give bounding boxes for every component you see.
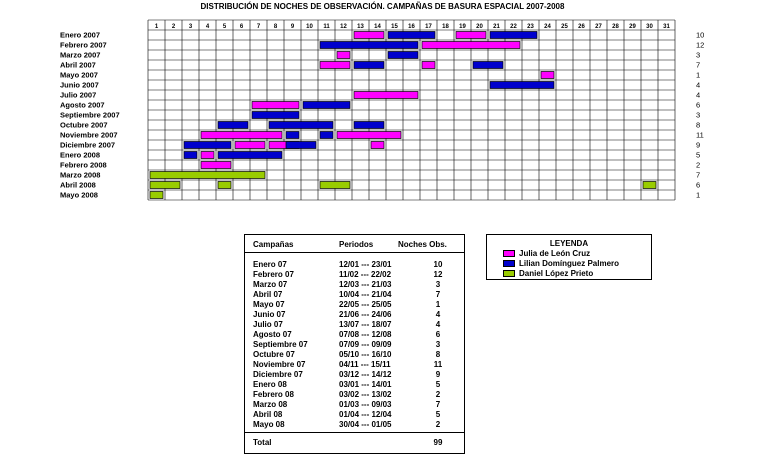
row-label: Julio 2007 [60,90,97,100]
bar-daniel [150,172,265,179]
bar-julia [320,62,350,69]
table-row [253,420,460,430]
row-label: Diciembre 2007 [60,140,116,150]
row-label: Febrero 2008 [60,160,107,170]
table-row [253,300,460,310]
row-period: 04/11 --- 15/11 [339,360,391,369]
day-tick-label: 27 [595,24,602,30]
bar-lilian [252,112,299,119]
bar-julia [201,152,214,159]
table-row [253,400,460,410]
row-label: Mayo 2007 [60,70,98,80]
bar-julia [422,62,435,69]
row-nights: 4 [696,90,701,100]
day-tick-label: 25 [561,24,568,30]
legend-swatch [503,260,515,267]
day-tick-label: 6 [239,24,244,30]
day-tick-label: 30 [646,24,653,30]
row-nights: 4 [435,320,441,329]
bar-lilian [218,122,248,129]
bar-lilian [320,132,333,139]
header-campaign: Campañas [253,240,294,249]
day-tick-label: 31 [663,24,670,30]
row-campaign: Marzo 08 [253,400,288,409]
row-campaign: Abril 07 [253,290,283,299]
legend [486,234,652,280]
bar-lilian [269,122,333,129]
bar-julia [422,42,520,49]
legend-swatch [503,250,515,257]
legend-item-julia [503,249,590,258]
day-tick-label: 13 [357,24,364,30]
gantt-chart [0,0,765,210]
row-nights: 2 [696,160,701,170]
row-period: 01/04 --- 12/04 [339,410,392,419]
row-nights: 6 [696,180,701,190]
day-tick-label: 12 [340,24,347,30]
bar-julia [541,72,554,79]
row-nights: 9 [696,140,701,150]
table-row [253,350,460,360]
day-tick-label: 10 [306,24,313,30]
bar-lilian [388,52,418,59]
bar-daniel [218,182,231,189]
bar-julia [337,52,350,59]
row-period: 03/02 --- 13/02 [339,390,392,399]
row-label: Abril 2007 [60,60,96,70]
bar-lilian [320,42,418,49]
day-tick-label: 15 [391,24,398,30]
day-tick-label: 14 [374,24,381,30]
day-tick-label: 16 [408,24,415,30]
bar-lilian [286,142,316,149]
row-campaign: Junio 07 [253,310,286,319]
row-period: 01/03 --- 09/03 [339,400,392,409]
day-tick-label: 22 [510,24,517,30]
row-nights: 5 [435,380,441,389]
row-nights: 5 [435,410,441,419]
day-tick-label: 9 [290,24,295,30]
table-divider-top [245,252,464,253]
row-nights: 6 [696,100,701,110]
row-nights: 7 [696,170,701,180]
legend-item-daniel [503,269,593,278]
table-row [253,260,460,270]
day-tick-label: 28 [612,24,619,30]
row-nights: 2 [435,420,441,429]
chart-title: DISTRIBUCIÓN DE NOCHES DE OBSERVACIÓN. CAMPAÑAS DE BASURA ESPACIAL 2007-2008 [200,2,565,11]
table-total-row [253,438,460,448]
row-campaign: Agosto 07 [253,330,292,339]
day-tick-label: 17 [425,24,432,30]
row-campaign: Mayo 08 [253,420,285,429]
day-tick-label: 18 [442,24,449,30]
table-row [253,270,460,280]
bar-lilian [303,102,350,109]
table-row [253,390,460,400]
row-nights: 7 [435,400,441,409]
row-period: 12/01 --- 23/01 [339,260,392,269]
day-tick-label: 7 [256,24,261,30]
row-period: 03/12 --- 14/12 [339,370,392,379]
row-nights: 12 [433,270,443,279]
legend-label: Daniel López Prieto [519,269,594,278]
bar-lilian [354,122,384,129]
row-nights: 8 [696,120,701,130]
row-nights: 3 [435,280,441,289]
table-row [253,340,460,350]
table-row [253,360,460,370]
table-row [253,320,460,330]
bar-lilian [218,152,282,159]
day-tick-label: 8 [273,24,278,30]
row-nights: 10 [433,260,443,269]
row-period: 13/07 --- 18/07 [339,320,392,329]
row-period: 30/04 --- 01/05 [339,420,392,429]
day-tick-label: 23 [527,24,534,30]
row-label: Enero 2007 [60,30,101,40]
legend-title: LEYENDA [549,239,589,248]
row-period: 10/04 --- 21/04 [339,290,392,299]
bar-daniel [320,182,350,189]
row-nights: 7 [435,290,441,299]
row-nights: 5 [696,150,701,160]
day-tick-label: 3 [188,24,193,30]
table-row [253,280,460,290]
row-nights: 11 [696,130,704,140]
row-nights: 1 [696,190,701,200]
row-period: 12/03 --- 21/03 [339,280,392,289]
legend-label: Julia de León Cruz [519,249,591,258]
table-header [253,240,460,250]
row-nights: 10 [696,30,705,40]
row-label: Abril 2008 [60,180,96,190]
bar-daniel [643,182,656,189]
bar-julia [371,142,384,149]
row-period: 05/10 --- 16/10 [339,350,392,359]
row-period: 21/06 --- 24/06 [339,310,392,319]
bar-julia [201,162,231,169]
bar-lilian [490,82,554,89]
bar-lilian [473,62,503,69]
row-campaign: Enero 08 [253,380,287,389]
row-campaign: Noviembre 07 [253,360,306,369]
row-label: Septiembre 2007 [60,110,120,120]
bar-julia [201,132,282,139]
table-row [253,290,460,300]
row-nights: 8 [435,350,441,359]
row-nights: 9 [435,370,441,379]
table-row [253,410,460,420]
row-nights: 11 [433,360,443,369]
bar-julia [354,92,418,99]
day-tick-label: 4 [205,24,210,30]
row-nights: 3 [435,340,441,349]
day-tick-label: 19 [459,24,466,30]
day-tick-label: 5 [222,24,227,30]
row-campaign: Febrero 07 [253,270,294,279]
row-label: Octubre 2007 [60,120,108,130]
summary-table [244,234,465,454]
row-campaign: Febrero 08 [253,390,294,399]
row-label: Febrero 2007 [60,40,107,50]
legend-label: Lilian Domínguez Palmero [519,259,620,268]
row-nights: 6 [435,330,441,339]
table-row [253,330,460,340]
total-label: Total [253,438,272,447]
bar-lilian [184,142,231,149]
row-campaign: Marzo 07 [253,280,288,289]
row-period: 03/01 --- 14/01 [339,380,392,389]
day-tick-label: 1 [154,24,159,30]
bar-julia [252,102,299,109]
row-nights: 7 [696,60,701,70]
row-label: Noviembre 2007 [60,130,118,140]
row-label: Agosto 2007 [60,100,105,110]
header-nights: Noches Obs. [398,240,447,249]
bar-lilian [388,32,435,39]
row-label: Junio 2007 [60,80,99,90]
row-label: Enero 2008 [60,150,101,160]
legend-swatch [503,270,515,277]
row-period: 07/08 --- 12/08 [339,330,392,339]
table-row [253,380,460,390]
table-row [253,310,460,320]
row-campaign: Octubre 07 [253,350,295,359]
row-campaign: Julio 07 [253,320,283,329]
header-period: Periodos [339,240,374,249]
day-tick-label: 29 [629,24,636,30]
row-label: Mayo 2008 [60,190,98,200]
bar-julia [354,32,384,39]
bar-julia [337,132,401,139]
bar-daniel [150,192,163,199]
day-tick-label: 11 [323,24,330,30]
row-label: Marzo 2008 [60,170,101,180]
row-period: 07/09 --- 09/09 [339,340,392,349]
row-nights: 1 [696,70,701,80]
bar-daniel [150,182,180,189]
bar-lilian [490,32,537,39]
bar-lilian [354,62,384,69]
row-campaign: Enero 07 [253,260,287,269]
bar-julia [235,142,265,149]
bar-julia [456,32,486,39]
row-nights: 3 [696,50,701,60]
legend-item-lilian [503,259,619,268]
total-value: 99 [433,438,443,447]
table-divider-bottom [245,432,464,433]
row-nights: 4 [435,310,441,319]
row-period: 11/02 --- 22/02 [339,270,392,279]
row-campaign: Mayo 07 [253,300,285,309]
row-campaign: Diciembre 07 [253,370,303,379]
day-tick-label: 21 [493,24,500,30]
row-label: Marzo 2007 [60,50,101,60]
bar-lilian [286,132,299,139]
day-tick-label: 2 [171,24,176,30]
day-tick-label: 20 [476,24,483,30]
row-period: 22/05 --- 25/05 [339,300,392,309]
row-nights: 4 [696,80,701,90]
row-nights: 3 [696,110,701,120]
row-campaign: Abril 08 [253,410,283,419]
day-tick-label: 26 [578,24,585,30]
day-tick-label: 24 [544,24,551,30]
bar-lilian [184,152,197,159]
row-campaign: Septiembre 07 [253,340,308,349]
table-row [253,370,460,380]
row-nights: 12 [696,40,705,50]
row-nights: 2 [435,390,441,399]
row-nights: 1 [435,300,441,309]
